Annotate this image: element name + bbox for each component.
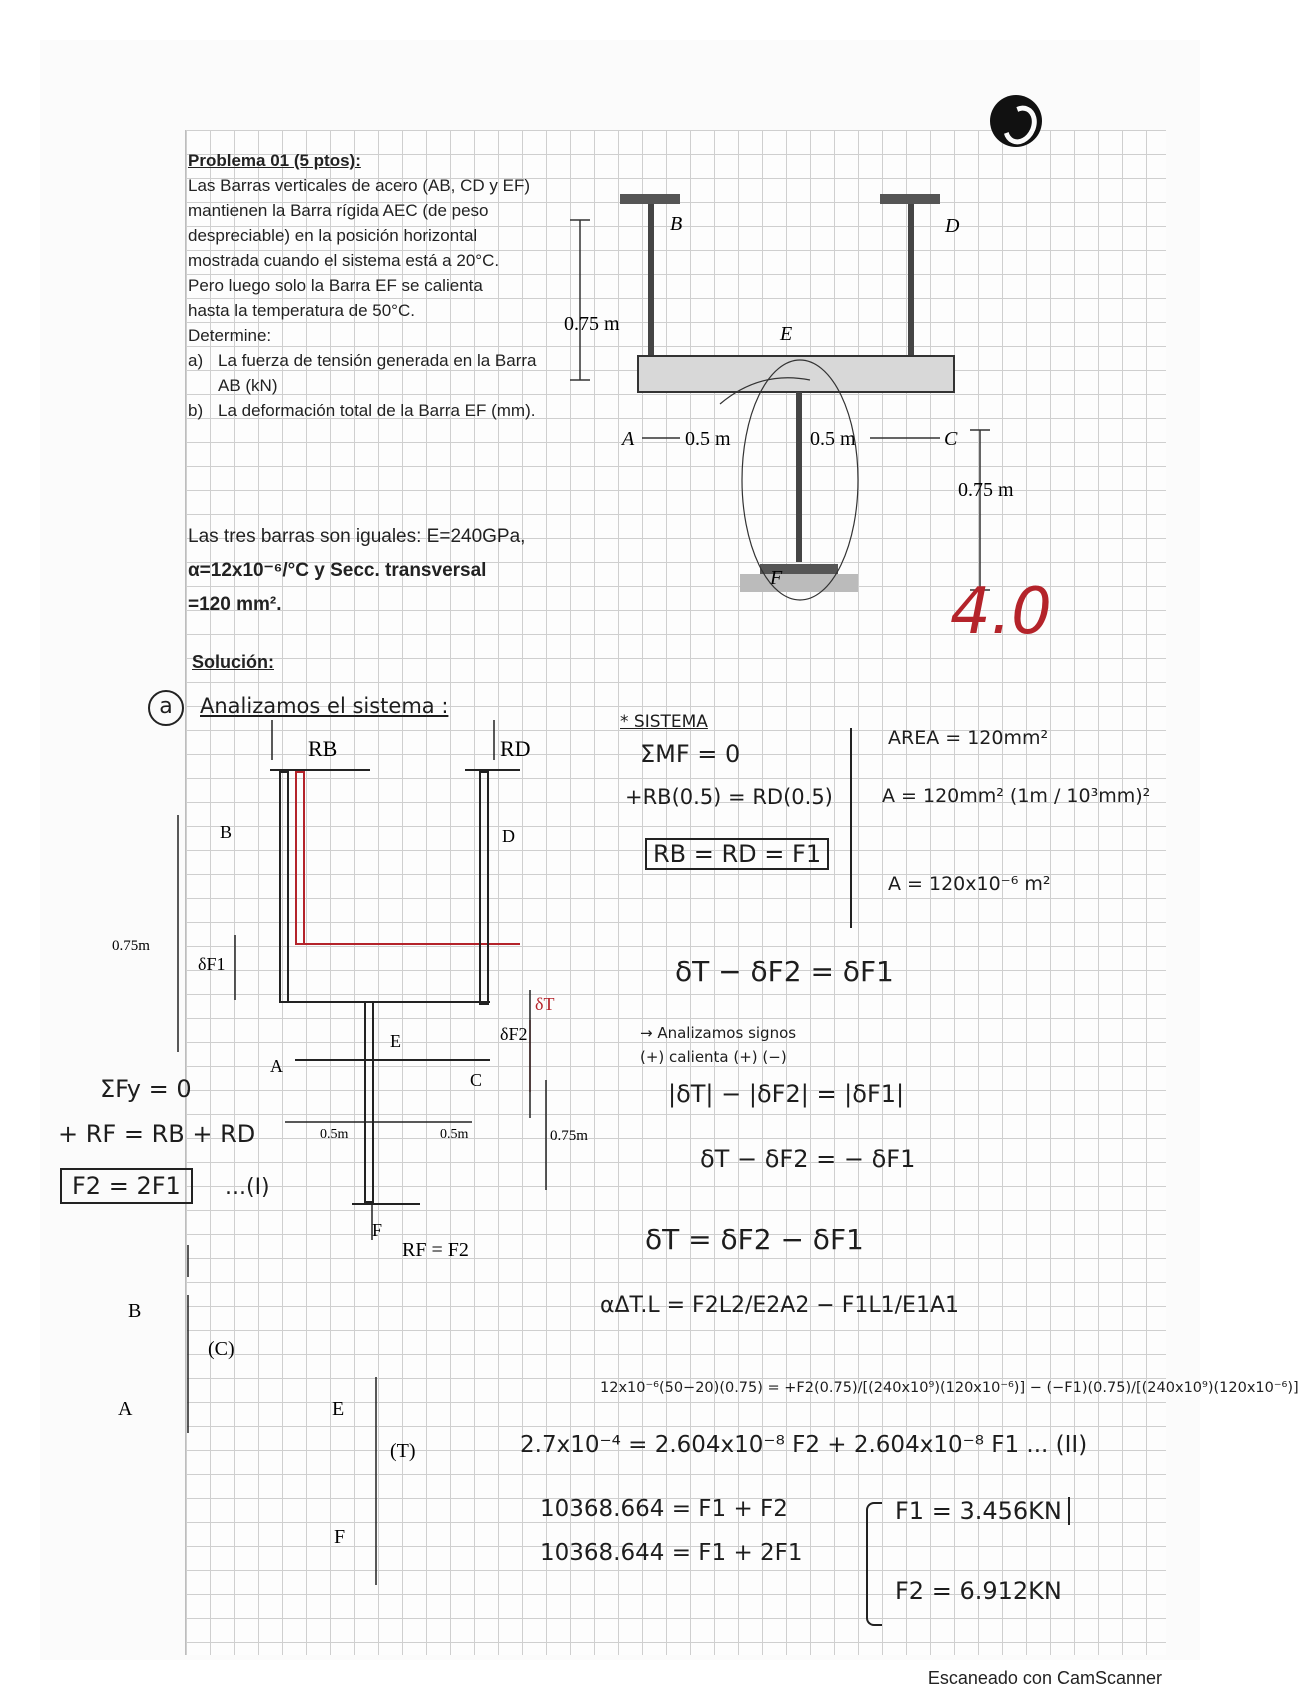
sketch-a: A	[270, 1056, 283, 1076]
label-b: B	[670, 213, 683, 235]
property-line: α=12x10⁻⁶/°C y Secc. transversal	[188, 560, 487, 581]
fbd-t: (T)	[390, 1440, 416, 1462]
sketch-rb: RB	[308, 736, 338, 761]
statement-line: mostrada cuando el sistema está a 20°C.	[188, 251, 500, 270]
dim-right: 0.5 m	[810, 428, 856, 450]
fbd-f: F	[334, 1526, 346, 1548]
item-text: La deformación total de la Barra EF (mm).	[218, 401, 536, 420]
item-a	[188, 348, 548, 398]
material-properties	[188, 520, 558, 622]
label-d: D	[945, 215, 960, 237]
force-balance: + RF = RB + RD	[58, 1120, 256, 1148]
sketch-rd: RD	[500, 736, 531, 761]
divider	[850, 728, 852, 928]
problem-statement	[188, 148, 548, 423]
eq-i-label: ...(I)	[225, 1175, 270, 1200]
label-c: C	[944, 428, 958, 450]
determine-label: Determine:	[188, 326, 272, 345]
item-text: La fuerza de tensión generada en la Barra AB (kN)	[218, 351, 537, 395]
sketch-df1: δF1	[198, 954, 226, 974]
statement-line: mantienen la Barra rígida AEC (de peso	[188, 201, 489, 220]
area-conversion: A = 120mm² (1m / 10³mm)²	[882, 785, 1151, 807]
label-e: E	[780, 323, 793, 345]
dim-left: 0.5 m	[685, 428, 731, 450]
solution-label: Solución:	[192, 652, 274, 672]
sketch-half-right: 0.5m	[440, 1127, 469, 1142]
sum-eq-1: 10368.664 = F1 + F2	[540, 1496, 788, 1522]
sketch-len-left: 0.75m	[112, 938, 150, 954]
free-body-diagrams	[110, 1245, 416, 1585]
sketch-dt: δT	[535, 994, 555, 1014]
fbd-a: A	[118, 1398, 133, 1420]
statement-line: despreciable) en la posición horizontal	[188, 226, 478, 245]
sketch-f: F	[372, 1220, 383, 1240]
label-f: F	[770, 567, 783, 589]
signs-label: → Analizamos signos	[640, 1024, 797, 1042]
abs-eq: |δT| − |δF2| = |δF1|	[668, 1080, 905, 1108]
part-a-label: a	[148, 690, 184, 726]
fbd-e: E	[332, 1398, 345, 1420]
problem-title: Problema 01 (5 ptos):	[188, 151, 361, 170]
scanner-footer: Escaneado con CamScanner	[927, 1668, 1162, 1688]
signed-eq: δT − δF2 = − δF1	[700, 1145, 916, 1173]
grade-mark: 4.0	[950, 575, 1052, 649]
area-result: A = 120x10⁻⁶ m²	[888, 873, 1051, 895]
statement-line: Pero luego solo la Barra EF se calienta	[188, 276, 483, 295]
dim-bottom: 0.75 m	[958, 479, 1014, 501]
thermal-eq: δT = δF2 − δF1	[645, 1223, 864, 1256]
sketch-half-left: 0.5m	[320, 1127, 349, 1142]
sistema-label: * SISTEMA	[620, 712, 708, 732]
moment-sum: ΣMF = 0	[640, 740, 741, 768]
sketch-df2: δF2	[500, 1024, 528, 1044]
sketch-len-right: 0.75m	[550, 1128, 588, 1144]
reactions-result: RB = RD = F1	[645, 838, 829, 870]
system-brace	[866, 1502, 882, 1626]
dim-top: 0.75 m	[564, 313, 620, 335]
label-a: A	[622, 428, 635, 450]
statement-line: hasta la temperatura de 50°C.	[188, 301, 415, 320]
sum-eq-2: 10368.644 = F1 + 2F1	[540, 1540, 803, 1566]
item-letter: a)	[188, 351, 204, 370]
fbd-b: B	[128, 1300, 142, 1322]
compat-eq: δT − δF2 = δF1	[675, 955, 894, 988]
sketch-b: B	[220, 822, 233, 842]
f2-result: F2 = 6.912KN	[895, 1577, 1062, 1605]
sketch-c: C	[470, 1070, 483, 1090]
sketch-rf: RF = F2	[402, 1239, 469, 1261]
sum-fy: ΣFy = 0	[100, 1075, 192, 1103]
sketch-d: D	[502, 826, 515, 846]
eq-i: F2 = 2F1	[60, 1168, 193, 1204]
moment-eq: +RB(0.5) = RD(0.5)	[625, 785, 833, 809]
numeric-substitution: 12x10⁻⁶(50−20)(0.75) = +F2(0.75)/[(240x10⁹)(120x10⁻⁶)] − (−F1)(0.75)/[(240x10⁹)(120x10⁻⁶)]	[600, 1380, 1299, 1396]
property-line: =120 mm².	[188, 594, 282, 615]
university-logo	[990, 95, 1042, 147]
fbd-c: (C)	[208, 1338, 235, 1360]
area-given: AREA = 120mm²	[888, 727, 1049, 749]
signs-markers: (+) calienta (+) (−)	[640, 1048, 787, 1066]
item-b	[188, 398, 548, 423]
analysis-heading: Analizamos el sistema :	[200, 694, 449, 718]
f1-result: F1 = 3.456KN	[895, 1497, 1070, 1525]
eq-ii: 2.7x10⁻⁴ = 2.604x10⁻⁸ F2 + 2.604x10⁻⁸ F1 ... (II)	[520, 1432, 1088, 1458]
statement-line: Las Barras verticales de acero (AB, CD y EF)	[188, 176, 531, 195]
sketch-e: E	[390, 1031, 401, 1051]
property-line: Las tres barras son iguales: E=240GPa,	[188, 526, 526, 547]
problem-figure	[560, 180, 1040, 640]
alpha-eq: αΔT.L = F2L2/E2A2 − F1L1/E1A1	[600, 1293, 959, 1318]
item-letter: b)	[188, 401, 204, 420]
